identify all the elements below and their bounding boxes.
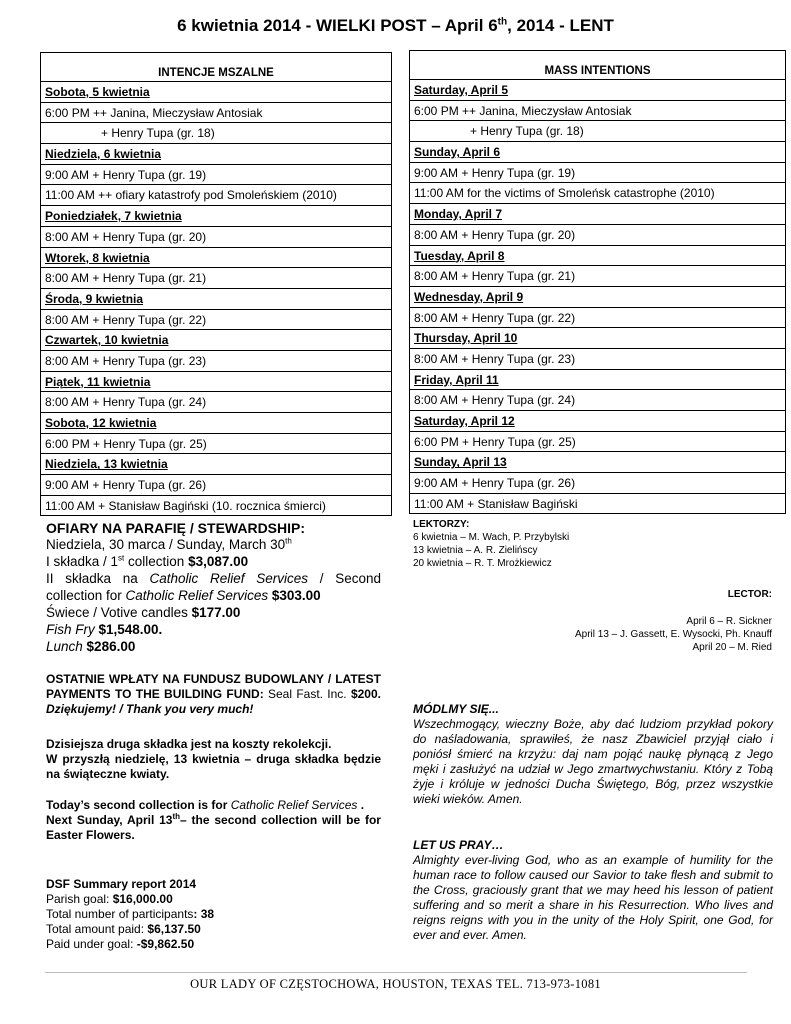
day-heading: Środa, 9 kwietnia — [41, 289, 391, 310]
intention-row: 11:00 AM for the victims of Smoleńsk catastrophe (2010) — [410, 183, 785, 204]
lektorzy-section — [413, 518, 783, 570]
intention-row: 9:00 AM + Henry Tupa (gr. 26) — [410, 473, 785, 494]
intention-row: 8:00 AM + Henry Tupa (gr. 24) — [410, 390, 785, 411]
day-heading: Monday, April 7 — [410, 204, 785, 225]
day-heading: Niedziela, 13 kwietnia — [41, 454, 391, 475]
lektor-line: 6 kwietnia – M. Wach, P. Przybylski — [413, 532, 570, 543]
intention-row: 6:00 PM + Henry Tupa (gr. 25) — [41, 434, 391, 455]
day-heading: Sobota, 5 kwietnia — [41, 82, 391, 103]
building-fund-notice: OSTATNIE WPŁATY NA FUNDUSZ BUDOWLANY / LATEST PAYMENTS TO THE BUILDING FUND: Seal Fast. Inc. $200. Dziękujemy! / Thank you very much! — [46, 672, 381, 716]
notice-line: Dzisiejsza druga składka jest na koszty rekolekcji. — [46, 737, 332, 751]
today-collection: Today’s second collection is for Catholic Relief Services . — [46, 798, 365, 812]
dsf-heading: DSF Summary report 2014 — [46, 877, 197, 891]
lector-line: April 20 – M. Ried — [692, 642, 772, 653]
lector-section — [413, 588, 772, 654]
lektor-line: 13 kwietnia – A. R. Zielińscy — [413, 545, 538, 556]
english-collection-notice — [46, 798, 381, 843]
intention-row: 9:00 AM + Henry Tupa (gr. 26) — [41, 475, 391, 496]
mass-intentions-polish-table — [40, 52, 392, 516]
intention-row: 8:00 AM + Henry Tupa (gr. 20) — [410, 225, 785, 246]
day-heading: Sobota, 12 kwietnia — [41, 413, 391, 434]
dsf-goal: Parish goal: $16,000.00 — [46, 892, 173, 906]
day-heading: Wednesday, April 9 — [410, 287, 785, 308]
footer: OUR LADY OF CZĘSTOCHOWA, HOUSTON, TEXAS TEL. 713-973-1081 — [190, 977, 601, 991]
notice-line: W przyszłą niedzielę, 13 kwietnia – druga składka będzie na świąteczne kwiaty. — [46, 752, 381, 781]
intention-row: 8:00 AM + Henry Tupa (gr. 24) — [41, 392, 391, 413]
lektorzy-heading: LEKTORZY: — [413, 519, 470, 530]
prayer-heading: LET US PRAY… — [413, 838, 504, 852]
dsf-participants: Total number of participants: 38 — [46, 907, 215, 921]
intention-row: 8:00 AM + Henry Tupa (gr. 22) — [41, 310, 391, 331]
lektor-line: 20 kwietnia – R. T. Mrożkiewicz — [413, 558, 552, 569]
table-rows — [410, 80, 785, 513]
day-heading: Friday, April 11 — [410, 370, 785, 391]
prayer-heading: MÓDLMY SIĘ... — [413, 702, 499, 716]
table-heading: MASS INTENTIONS — [410, 51, 785, 80]
day-heading: Sunday, April 13 — [410, 452, 785, 473]
polish-collection-notice — [46, 737, 381, 782]
intention-row: 11:00 AM ++ ofiary katastrofy pod Smoleńskiem (2010) — [41, 185, 391, 206]
day-heading: Wtorek, 8 kwietnia — [41, 248, 391, 269]
intention-row: 6:00 PM ++ Janina, Mieczysław Antosiak — [410, 101, 785, 122]
day-heading: Sunday, April 6 — [410, 142, 785, 163]
intention-row: 6:00 PM ++ Janina, Mieczysław Antosiak — [41, 103, 391, 124]
day-heading: Saturday, April 12 — [410, 411, 785, 432]
day-heading: Poniedziałek, 7 kwietnia — [41, 206, 391, 227]
intention-row: 9:00 AM + Henry Tupa (gr. 19) — [410, 163, 785, 184]
intention-row: + Henry Tupa (gr. 18) — [410, 121, 785, 142]
prayer-text: Wszechmogący, wieczny Boże, aby dać ludziom przykład pokory do naśladowania, sprawiłeś, że nasz Zbawiciel przyjął ciało i poniósł śmierć na krzyżu: daj nam pojąć naukę płynącą z Jego męki i zasłużyć na udział w Jego zmartwychwstaniu. Który z Tobą żyje i króluje w jedności Ducha Świętego, Bóg, przez wszystkie wieki wieków. Amen. — [413, 717, 773, 806]
lector-line: April 13 – J. Gassett, E. Wysocki, Ph. Knauff — [574, 629, 772, 640]
day-heading: Saturday, April 5 — [410, 80, 785, 101]
intention-row: 8:00 AM + Henry Tupa (gr. 22) — [410, 308, 785, 329]
intention-row: 9:00 AM + Henry Tupa (gr. 19) — [41, 165, 391, 186]
first-collection: I składka / 1st collection $3,087.00 — [46, 553, 249, 569]
intention-row: 8:00 AM + Henry Tupa (gr. 21) — [41, 268, 391, 289]
lector-line: April 6 – R. Sickner — [686, 616, 772, 627]
day-heading: Niedziela, 6 kwietnia — [41, 144, 391, 165]
votive-candles: Świece / Votive candles $177.00 — [46, 605, 241, 620]
intention-row: 11:00 AM + Stanisław Bagiński (10. rocznica śmierci) — [45, 498, 326, 513]
table-heading: INTENCJE MSZALNE — [41, 53, 391, 82]
day-heading: Czwartek, 10 kwietnia — [41, 330, 391, 351]
prayer-text: Almighty ever-living God, who as an example of humility for the human race to follow caused our Savior to take flesh and submit to the Cross, graciously grant that we may heed his lesson of patient suffering and so merit a share in his Resurrection. Who lives and reigns reigns with you in the unity of the Holy Spirit, one God, for ever and ever. Amen. — [413, 853, 773, 942]
table-rows — [41, 82, 391, 515]
intention-row: 8:00 AM + Henry Tupa (gr. 23) — [41, 351, 391, 372]
day-heading: Tuesday, April 8 — [410, 246, 785, 267]
prayer-polish — [413, 702, 773, 807]
intention-row: 6:00 PM + Henry Tupa (gr. 25) — [410, 432, 785, 453]
dsf-paid: Total amount paid: $6,137.50 — [46, 922, 201, 936]
dsf-under-goal: Paid under goal: -$9,862.50 — [46, 937, 195, 951]
mass-intentions-english-table — [409, 50, 786, 514]
page-title: 6 kwietnia 2014 - WIELKI POST – April 6th, 2014 - LENT — [177, 16, 614, 35]
offerings-section — [46, 520, 381, 655]
day-heading: Piątek, 11 kwietnia — [41, 372, 391, 393]
fish-fry: Fish Fry $1,548.00. — [46, 622, 163, 637]
prayer-english — [413, 838, 773, 943]
offerings-heading: OFIARY NA PARAFIĘ / STEWARDSHIP: — [46, 520, 306, 536]
intention-row: 8:00 AM + Henry Tupa (gr. 23) — [410, 349, 785, 370]
next-sunday-collection: Next Sunday, April 13th– the second collection will be for Easter Flowers. — [46, 812, 381, 842]
offerings-date: Niedziela, 30 marca / Sunday, March 30th — [46, 536, 292, 552]
intention-row: 8:00 AM + Henry Tupa (gr. 20) — [41, 227, 391, 248]
lunch: Lunch $286.00 — [46, 639, 136, 654]
footer-divider — [45, 972, 747, 973]
day-heading: Thursday, April 10 — [410, 328, 785, 349]
intention-row: 8:00 AM + Henry Tupa (gr. 21) — [410, 266, 785, 287]
lector-heading: LECTOR: — [727, 589, 772, 600]
second-collection: II składka na Catholic Relief Services / Second collection for Catholic Relief Services $303.00 — [46, 571, 381, 603]
intention-row: 11:00 AM + Stanisław Bagiński — [414, 496, 578, 511]
intention-row: + Henry Tupa (gr. 18) — [41, 123, 391, 144]
dsf-summary — [46, 877, 381, 952]
